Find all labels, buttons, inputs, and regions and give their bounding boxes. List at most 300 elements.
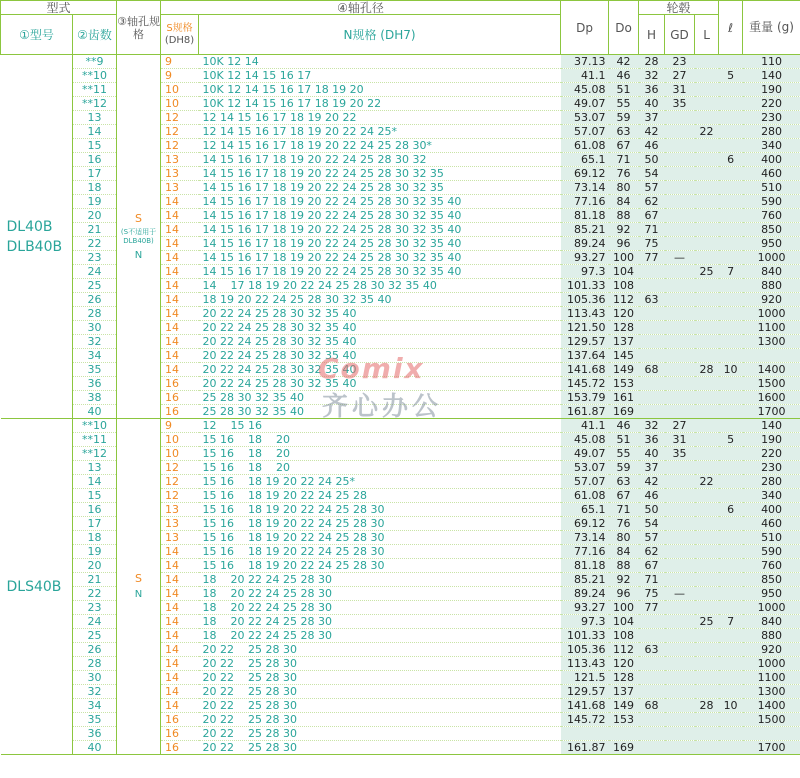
ell-cell bbox=[719, 489, 743, 503]
h-cell bbox=[639, 391, 665, 405]
ell-cell bbox=[719, 587, 743, 601]
gd-cell: — bbox=[665, 587, 695, 601]
w-cell: 140 bbox=[743, 69, 800, 83]
ell-cell: 10 bbox=[719, 363, 743, 377]
dp-cell: 73.14 bbox=[561, 181, 609, 195]
ell-cell bbox=[719, 727, 743, 741]
n-spec-cell: 15 16 18 19 20 22 24 25* bbox=[199, 475, 561, 489]
header-weight: 重量 (g) bbox=[743, 1, 800, 55]
l-cell bbox=[695, 405, 719, 419]
w-cell: 190 bbox=[743, 433, 800, 447]
teeth-cell: 24 bbox=[73, 265, 117, 279]
dp-cell: 145.72 bbox=[561, 377, 609, 391]
teeth-cell: 16 bbox=[73, 503, 117, 517]
teeth-cell: 22 bbox=[73, 587, 117, 601]
s-spec-cell: 14 bbox=[161, 545, 199, 559]
teeth-cell: 25 bbox=[73, 279, 117, 293]
do-cell: 76 bbox=[609, 517, 639, 531]
dp-cell: 141.68 bbox=[561, 363, 609, 377]
do-cell: 80 bbox=[609, 181, 639, 195]
gd-cell bbox=[665, 461, 695, 475]
ell-cell bbox=[719, 251, 743, 265]
dp-cell: 93.27 bbox=[561, 601, 609, 615]
l-cell bbox=[695, 223, 719, 237]
s-spec-cell: 14 bbox=[161, 209, 199, 223]
n-spec-cell: 14 15 16 17 18 19 20 22 24 25 28 30 32 bbox=[199, 153, 561, 167]
do-cell: 100 bbox=[609, 601, 639, 615]
gd-cell: 31 bbox=[665, 83, 695, 97]
n-spec-cell: 14 15 16 17 18 19 20 22 24 25 28 30 32 35 40 bbox=[199, 237, 561, 251]
n-spec-cell: 20 22 25 28 30 bbox=[199, 657, 561, 671]
w-cell: 460 bbox=[743, 167, 800, 181]
l-cell bbox=[695, 741, 719, 755]
ell-cell bbox=[719, 461, 743, 475]
w-cell: 1400 bbox=[743, 699, 800, 713]
n-spec-cell: 20 22 24 25 28 30 32 35 40 bbox=[199, 363, 561, 377]
h-cell: 67 bbox=[639, 209, 665, 223]
ell-cell bbox=[719, 223, 743, 237]
h-cell: 62 bbox=[639, 545, 665, 559]
dp-cell: 49.07 bbox=[561, 447, 609, 461]
dp-cell: 101.33 bbox=[561, 279, 609, 293]
gd-cell bbox=[665, 349, 695, 363]
n-spec-cell: 20 22 24 25 28 30 32 35 40 bbox=[199, 349, 561, 363]
s-spec-cell: 14 bbox=[161, 657, 199, 671]
ell-cell bbox=[719, 111, 743, 125]
h-cell bbox=[639, 279, 665, 293]
teeth-cell: 15 bbox=[73, 489, 117, 503]
header-bore-diameter: ④轴孔径 bbox=[161, 1, 561, 15]
ell-cell bbox=[719, 349, 743, 363]
header-type: 型式 bbox=[1, 1, 117, 15]
h-cell: 75 bbox=[639, 587, 665, 601]
s-spec-cell: 12 bbox=[161, 489, 199, 503]
teeth-cell: 13 bbox=[73, 111, 117, 125]
s-spec-cell: 9 bbox=[161, 55, 199, 69]
teeth-cell: 28 bbox=[73, 657, 117, 671]
s-spec-cell: 16 bbox=[161, 391, 199, 405]
do-cell: 104 bbox=[609, 265, 639, 279]
s-spec-cell: 14 bbox=[161, 587, 199, 601]
s-spec-cell: 14 bbox=[161, 671, 199, 685]
l-cell bbox=[695, 153, 719, 167]
ell-cell: 5 bbox=[719, 433, 743, 447]
gd-cell bbox=[665, 265, 695, 279]
l-cell bbox=[695, 671, 719, 685]
gd-cell bbox=[665, 209, 695, 223]
w-cell: 880 bbox=[743, 629, 800, 643]
n-spec-cell: 25 28 30 32 35 40 bbox=[199, 405, 561, 419]
ell-cell bbox=[719, 167, 743, 181]
teeth-cell: 19 bbox=[73, 545, 117, 559]
teeth-cell: 23 bbox=[73, 601, 117, 615]
h-cell bbox=[639, 741, 665, 755]
w-cell: 950 bbox=[743, 237, 800, 251]
gd-cell bbox=[665, 489, 695, 503]
l-cell bbox=[695, 573, 719, 587]
w-cell: 1600 bbox=[743, 391, 800, 405]
ell-cell bbox=[719, 377, 743, 391]
bore-spec-cell bbox=[117, 419, 161, 755]
header-gd: GD bbox=[665, 15, 695, 55]
l-cell bbox=[695, 461, 719, 475]
ell-cell bbox=[719, 293, 743, 307]
s-spec-cell: 14 bbox=[161, 643, 199, 657]
header-n-spec: N规格 (DH7) bbox=[199, 15, 561, 55]
teeth-cell: 21 bbox=[73, 223, 117, 237]
s-spec-cell: 9 bbox=[161, 69, 199, 83]
do-cell: 80 bbox=[609, 531, 639, 545]
h-cell: 54 bbox=[639, 167, 665, 181]
do-cell: 137 bbox=[609, 335, 639, 349]
w-cell: 140 bbox=[743, 419, 800, 433]
header-dp: Dp bbox=[561, 1, 609, 55]
w-cell: 1500 bbox=[743, 377, 800, 391]
header-teeth: ②齿数 bbox=[73, 15, 117, 55]
do-cell: 88 bbox=[609, 559, 639, 573]
s-spec-cell: 14 bbox=[161, 237, 199, 251]
do-cell: 51 bbox=[609, 83, 639, 97]
w-cell: 230 bbox=[743, 111, 800, 125]
n-spec-cell: 20 22 24 25 28 30 32 35 40 bbox=[199, 335, 561, 349]
dp-cell: 97.3 bbox=[561, 265, 609, 279]
gd-cell: 27 bbox=[665, 69, 695, 83]
gd-cell: 31 bbox=[665, 433, 695, 447]
w-cell: 190 bbox=[743, 83, 800, 97]
teeth-cell: 18 bbox=[73, 181, 117, 195]
n-spec-cell: 12 14 15 16 17 18 19 20 22 bbox=[199, 111, 561, 125]
l-cell: 28 bbox=[695, 363, 719, 377]
w-cell: 1500 bbox=[743, 713, 800, 727]
w-cell: 400 bbox=[743, 503, 800, 517]
w-cell: 850 bbox=[743, 223, 800, 237]
l-cell bbox=[695, 601, 719, 615]
dp-cell: 89.24 bbox=[561, 237, 609, 251]
teeth-cell: 30 bbox=[73, 321, 117, 335]
teeth-cell: 13 bbox=[73, 461, 117, 475]
l-cell bbox=[695, 685, 719, 699]
ell-cell: 7 bbox=[719, 615, 743, 629]
do-cell: 169 bbox=[609, 741, 639, 755]
h-cell bbox=[639, 349, 665, 363]
l-cell bbox=[695, 391, 719, 405]
w-cell: 1100 bbox=[743, 321, 800, 335]
dp-cell: 49.07 bbox=[561, 97, 609, 111]
ell-cell bbox=[719, 195, 743, 209]
dp-cell: 101.33 bbox=[561, 629, 609, 643]
l-cell bbox=[695, 293, 719, 307]
do-cell: 104 bbox=[609, 615, 639, 629]
h-cell: 68 bbox=[639, 363, 665, 377]
l-cell bbox=[695, 111, 719, 125]
do-cell: 108 bbox=[609, 629, 639, 643]
n-spec-cell: 10K 12 14 bbox=[199, 55, 561, 69]
s-spec-cell: 14 bbox=[161, 195, 199, 209]
h-cell: 32 bbox=[639, 69, 665, 83]
dp-cell: 85.21 bbox=[561, 573, 609, 587]
header-s-spec-label: S规格 bbox=[166, 22, 193, 34]
gd-cell bbox=[665, 741, 695, 755]
dp-cell: 121.5 bbox=[561, 671, 609, 685]
ell-cell bbox=[719, 307, 743, 321]
ell-cell bbox=[719, 209, 743, 223]
teeth-cell: 32 bbox=[73, 685, 117, 699]
h-cell: 62 bbox=[639, 195, 665, 209]
n-spec-cell: 20 22 25 28 30 bbox=[199, 685, 561, 699]
ell-cell bbox=[719, 279, 743, 293]
l-cell bbox=[695, 531, 719, 545]
gd-cell bbox=[665, 475, 695, 489]
s-spec-cell: 13 bbox=[161, 517, 199, 531]
dp-cell: 57.07 bbox=[561, 475, 609, 489]
model-name-cell bbox=[1, 55, 73, 419]
s-spec-cell: 14 bbox=[161, 615, 199, 629]
s-spec-cell: 14 bbox=[161, 335, 199, 349]
header-hub: 轮毂 bbox=[639, 1, 719, 15]
n-spec-cell: 12 15 16 bbox=[199, 419, 561, 433]
ell-cell: 5 bbox=[719, 69, 743, 83]
dp-cell: 41.1 bbox=[561, 419, 609, 433]
l-cell bbox=[695, 251, 719, 265]
do-cell: 67 bbox=[609, 489, 639, 503]
header-s-spec bbox=[161, 15, 199, 55]
w-cell: 760 bbox=[743, 209, 800, 223]
w-cell bbox=[743, 727, 800, 741]
gd-cell: 35 bbox=[665, 447, 695, 461]
teeth-cell: 17 bbox=[73, 167, 117, 181]
do-cell: 92 bbox=[609, 223, 639, 237]
gd-cell bbox=[665, 405, 695, 419]
s-spec-cell: 14 bbox=[161, 293, 199, 307]
ell-cell bbox=[719, 741, 743, 755]
dp-cell: 81.18 bbox=[561, 559, 609, 573]
header-model: ①型号 bbox=[1, 15, 73, 55]
l-cell bbox=[695, 83, 719, 97]
gd-cell bbox=[665, 377, 695, 391]
n-spec-cell: 20 22 25 28 30 bbox=[199, 699, 561, 713]
dp-cell: 105.36 bbox=[561, 293, 609, 307]
h-cell: 63 bbox=[639, 293, 665, 307]
do-cell: 100 bbox=[609, 251, 639, 265]
n-spec-cell: 10K 12 14 15 16 17 18 19 20 22 bbox=[199, 97, 561, 111]
teeth-cell: 26 bbox=[73, 293, 117, 307]
w-cell: 220 bbox=[743, 447, 800, 461]
h-cell: 71 bbox=[639, 223, 665, 237]
w-cell: 850 bbox=[743, 573, 800, 587]
h-cell: 77 bbox=[639, 251, 665, 265]
n-spec-cell: 14 15 16 17 18 19 20 22 24 25 28 30 32 35 bbox=[199, 181, 561, 195]
h-cell bbox=[639, 629, 665, 643]
gd-cell bbox=[665, 727, 695, 741]
teeth-cell: 28 bbox=[73, 307, 117, 321]
n-spec-cell: 20 22 25 28 30 bbox=[199, 671, 561, 685]
teeth-cell: 26 bbox=[73, 643, 117, 657]
do-cell: 92 bbox=[609, 573, 639, 587]
model-name: DLS40B bbox=[6, 578, 62, 595]
teeth-cell: 35 bbox=[73, 713, 117, 727]
teeth-cell: 30 bbox=[73, 671, 117, 685]
h-cell bbox=[639, 727, 665, 741]
l-cell: 22 bbox=[695, 125, 719, 139]
do-cell: 145 bbox=[609, 349, 639, 363]
dp-cell: 65.1 bbox=[561, 503, 609, 517]
n-spec-cell: 20 22 25 28 30 bbox=[199, 741, 561, 755]
s-spec-cell: 14 bbox=[161, 307, 199, 321]
dp-cell: 45.08 bbox=[561, 83, 609, 97]
dp-cell: 69.12 bbox=[561, 517, 609, 531]
teeth-cell: 20 bbox=[73, 559, 117, 573]
n-spec-cell: 14 17 18 19 20 22 24 25 28 30 32 35 40 bbox=[199, 279, 561, 293]
ell-cell bbox=[719, 573, 743, 587]
w-cell: 110 bbox=[743, 55, 800, 69]
do-cell: 42 bbox=[609, 55, 639, 69]
w-cell: 880 bbox=[743, 279, 800, 293]
ell-cell: 10 bbox=[719, 699, 743, 713]
gd-cell bbox=[665, 545, 695, 559]
h-cell: 57 bbox=[639, 181, 665, 195]
s-spec-cell: 14 bbox=[161, 699, 199, 713]
n-spec-cell: 15 16 18 19 20 22 24 25 28 30 bbox=[199, 545, 561, 559]
w-cell: 840 bbox=[743, 615, 800, 629]
w-cell: 1300 bbox=[743, 335, 800, 349]
h-cell: 50 bbox=[639, 153, 665, 167]
l-cell bbox=[695, 503, 719, 517]
w-cell: 1400 bbox=[743, 363, 800, 377]
ell-cell bbox=[719, 629, 743, 643]
teeth-cell: **12 bbox=[73, 97, 117, 111]
ell-cell bbox=[719, 139, 743, 153]
h-cell: 50 bbox=[639, 503, 665, 517]
n-spec-cell: 18 19 20 22 24 25 28 30 32 35 40 bbox=[199, 293, 561, 307]
l-cell bbox=[695, 517, 719, 531]
dp-cell: 77.16 bbox=[561, 195, 609, 209]
s-spec-cell: 10 bbox=[161, 83, 199, 97]
w-cell: 1000 bbox=[743, 657, 800, 671]
l-cell bbox=[695, 545, 719, 559]
do-cell: 120 bbox=[609, 657, 639, 671]
gd-cell bbox=[665, 363, 695, 377]
h-cell: 46 bbox=[639, 489, 665, 503]
do-cell: 137 bbox=[609, 685, 639, 699]
ell-cell bbox=[719, 657, 743, 671]
do-cell: 84 bbox=[609, 545, 639, 559]
h-cell: 57 bbox=[639, 531, 665, 545]
l-cell bbox=[695, 209, 719, 223]
ell-cell bbox=[719, 391, 743, 405]
w-cell: 920 bbox=[743, 643, 800, 657]
h-cell bbox=[639, 615, 665, 629]
w-cell: 400 bbox=[743, 153, 800, 167]
do-cell: 71 bbox=[609, 503, 639, 517]
s-spec-cell: 12 bbox=[161, 461, 199, 475]
dp-cell: 113.43 bbox=[561, 307, 609, 321]
n-spec-cell: 20 22 24 25 28 30 32 35 40 bbox=[199, 307, 561, 321]
n-spec-cell: 15 16 18 19 20 22 24 25 28 bbox=[199, 489, 561, 503]
ell-cell: 6 bbox=[719, 153, 743, 167]
do-cell: 153 bbox=[609, 713, 639, 727]
gd-cell bbox=[665, 181, 695, 195]
teeth-cell: 34 bbox=[73, 349, 117, 363]
w-cell: 340 bbox=[743, 139, 800, 153]
gd-cell bbox=[665, 657, 695, 671]
teeth-cell: 22 bbox=[73, 237, 117, 251]
dp-cell: 97.3 bbox=[561, 615, 609, 629]
n-spec-cell: 20 22 24 25 28 30 32 35 40 bbox=[199, 377, 561, 391]
gd-cell bbox=[665, 559, 695, 573]
s-spec-cell: 10 bbox=[161, 97, 199, 111]
l-cell bbox=[695, 587, 719, 601]
bore-spec-cell bbox=[117, 55, 161, 419]
gd-cell bbox=[665, 139, 695, 153]
model-name: DL40B bbox=[6, 218, 53, 235]
l-cell bbox=[695, 727, 719, 741]
header-l: L bbox=[695, 15, 719, 55]
n-spec-cell: 18 20 22 24 25 28 30 bbox=[199, 573, 561, 587]
l-cell bbox=[695, 657, 719, 671]
dp-cell: 69.12 bbox=[561, 167, 609, 181]
l-cell: 28 bbox=[695, 699, 719, 713]
w-cell bbox=[743, 349, 800, 363]
gd-cell bbox=[665, 671, 695, 685]
gd-cell: — bbox=[665, 251, 695, 265]
ell-cell bbox=[719, 55, 743, 69]
s-spec-cell: 12 bbox=[161, 139, 199, 153]
do-cell: 51 bbox=[609, 433, 639, 447]
h-cell: 37 bbox=[639, 461, 665, 475]
dp-cell: 129.57 bbox=[561, 685, 609, 699]
teeth-cell: 14 bbox=[73, 475, 117, 489]
gd-cell bbox=[665, 279, 695, 293]
gd-cell: 27 bbox=[665, 419, 695, 433]
l-cell: 25 bbox=[695, 615, 719, 629]
gd-cell bbox=[665, 223, 695, 237]
ell-cell bbox=[719, 321, 743, 335]
do-cell: 67 bbox=[609, 139, 639, 153]
s-spec-cell: 14 bbox=[161, 573, 199, 587]
n-spec-cell: 10K 12 14 15 16 17 18 19 20 bbox=[199, 83, 561, 97]
s-spec-cell: 16 bbox=[161, 741, 199, 755]
h-cell bbox=[639, 657, 665, 671]
h-cell: 63 bbox=[639, 643, 665, 657]
n-spec-cell: 15 16 18 20 bbox=[199, 461, 561, 475]
h-cell bbox=[639, 307, 665, 321]
h-cell bbox=[639, 405, 665, 419]
dp-cell: 89.24 bbox=[561, 587, 609, 601]
teeth-cell: **10 bbox=[73, 69, 117, 83]
gd-cell bbox=[665, 307, 695, 321]
teeth-cell: 35 bbox=[73, 363, 117, 377]
n-spec-cell: 18 20 22 24 25 28 30 bbox=[199, 601, 561, 615]
teeth-cell: 19 bbox=[73, 195, 117, 209]
s-spec-cell: 12 bbox=[161, 111, 199, 125]
teeth-cell: 21 bbox=[73, 573, 117, 587]
n-spec-cell: 15 16 18 19 20 22 24 25 28 30 bbox=[199, 559, 561, 573]
ell-cell bbox=[719, 83, 743, 97]
l-cell bbox=[695, 419, 719, 433]
w-cell: 950 bbox=[743, 587, 800, 601]
l-cell bbox=[695, 377, 719, 391]
n-spec-cell: 18 20 22 24 25 28 30 bbox=[199, 615, 561, 629]
ell-cell bbox=[719, 671, 743, 685]
w-cell: 340 bbox=[743, 489, 800, 503]
header-bore-spec: ③轴孔规格 bbox=[117, 1, 161, 55]
do-cell: 96 bbox=[609, 237, 639, 251]
l-cell bbox=[695, 139, 719, 153]
gd-cell bbox=[665, 629, 695, 643]
w-cell: 1700 bbox=[743, 741, 800, 755]
gd-cell bbox=[665, 517, 695, 531]
n-spec-cell: 12 14 15 16 17 18 19 20 22 24 25 28 30* bbox=[199, 139, 561, 153]
